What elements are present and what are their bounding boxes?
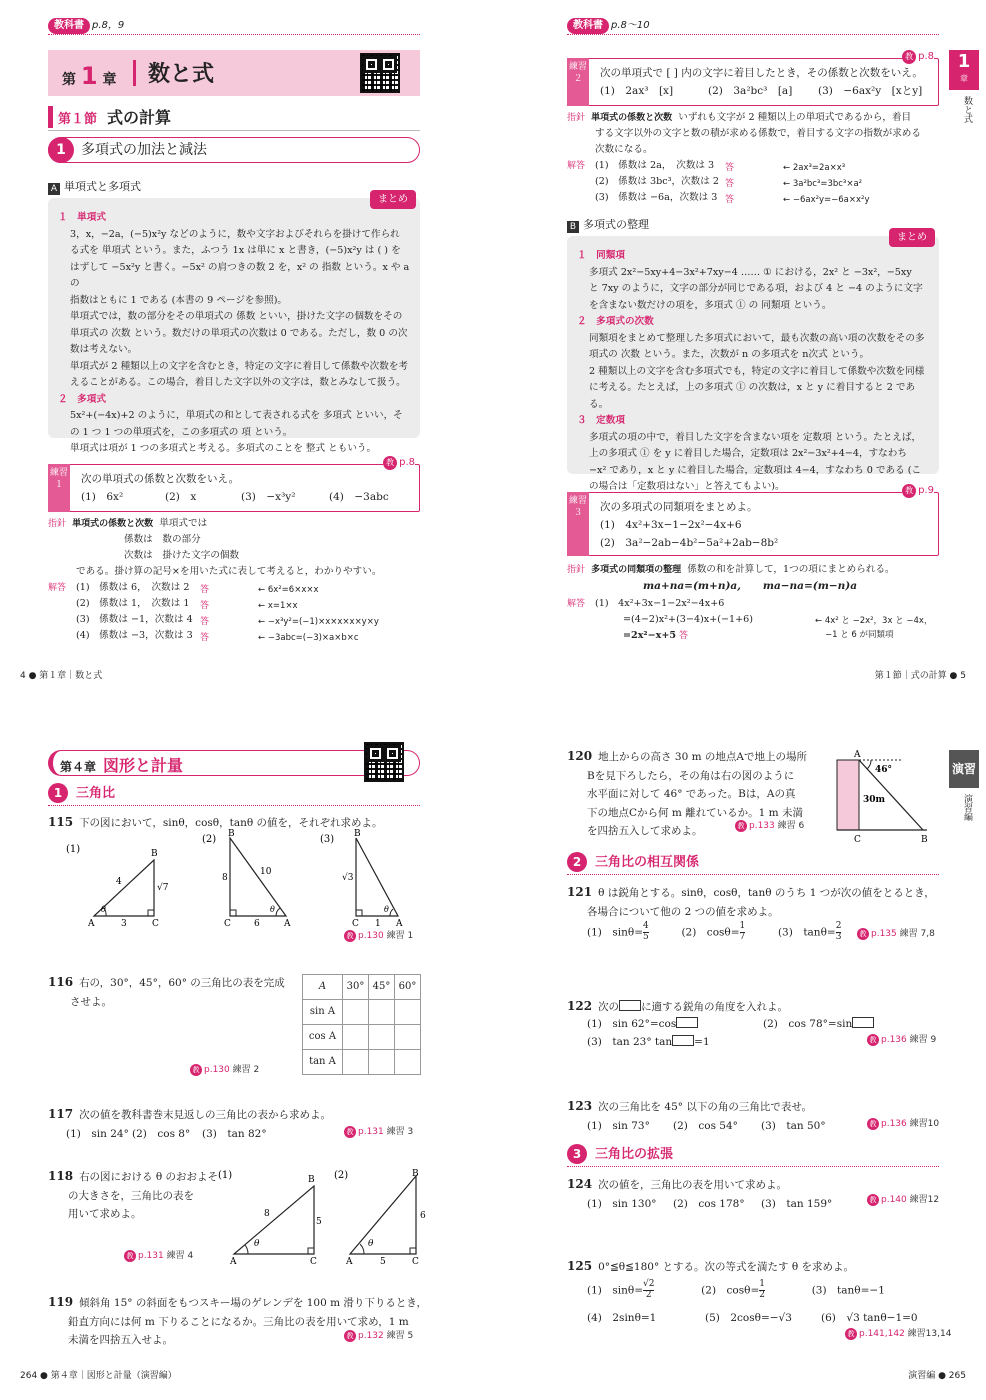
hint-block-2: 指針 多項式の同類項の整理 係数の和を計算して，1つの項にまとめられる。 [567,564,895,575]
calc-line-1: (1) 4x²+3x−1−2x²−4x+6 [595,598,725,609]
problem-119: 119 傾斜角 15° の斜面をもつスキー場のゲレンデを 100 m 滑り下りるとき， 鉛直方向には何 m 下りることになるか。三角比の表を用いて求め，1 m 未満を四捨五入せよ。 [48,1295,427,1347]
exercise-3-box [567,485,939,556]
hint-degree: 次数は 掛けた文字の個数 [124,550,240,561]
svg-text:√7: √7 [157,883,169,893]
qr-code-icon[interactable] [364,742,404,782]
chapter-separator [133,60,136,86]
problem-122-row2: (3) tan 23° tan =1 [587,1036,710,1048]
summary-box: まとめ １ 単項式 3，x，−2a，(−5)x²y などのように，数や文字およびそれらを掛けて作られ る式を 単項式 という。また，ふつう 1x は単に x と書き，(−5)x²y は ( ) を はずして −5x²y と書く。−5x² の肩つきの数 2 を，x² の 指数 という。x や a の 指数はともに 1 である (本書の 9 ページを参照)。 単項式では，数の部分をその単項式の 係数 といい，掛けた文字の個数をその 単項式の 次数 という。数だけの単項式の次数は 0 である。ただし，数 0 の次 数は考えない。 単項式が 2 種類以上の文字を含むとき，特定の文字に着目して係数や次数を考 えることがある。この場合，着目した文字以外の文字は，数とみなして扱う。 ２ 多項式 5x²+(−4x)+2 のように，単項式の和として表される式を 多項式 といい，そ の 1 つ 1 つの単項式を，この多項式の 項 という。 単項式は項が 1 つの多項式と考える。多項式のことを 整式 ともいう。 [48,198,420,438]
fig-label: (2) [202,834,217,845]
problem-115: 115 下の図において，sinθ，cosθ，tanθ の値を，それぞれ求めよ。 [48,815,383,829]
svg-text:C: C [224,919,231,929]
problem-123-ref[interactable]: 教 p.136 練習10 [867,1118,939,1132]
svg-text:√3: √3 [342,873,354,883]
practice-side-tab[interactable]: 演習 [949,750,979,788]
exercise-label: 練習 ２ [567,58,589,106]
answer-label: 解答 [567,599,586,609]
svg-text:θ: θ [384,905,389,914]
answer-notes: ← 6x²=6×x×x ← x=1×x ← −x³y²=(−1)×x×x×x×y×y ← −3abc=(−3)×a×b×c [258,585,379,643]
triangle-figure-5 [334,1168,434,1268]
svg-text:A: A [230,1257,237,1267]
summary-tag: まとめ [889,228,935,247]
heading-polynomial: B 多項式の整理 [567,216,649,233]
calc-line-2: =(4−2)x²+(3−4)x+(−1+6) [623,614,754,625]
svg-text:θ: θ [254,1239,260,1249]
triangle-figure-1 [66,838,194,929]
practice-side-text: 演習編 [961,794,972,821]
exercise-1-box [48,457,420,512]
svg-text:θ: θ [270,905,275,914]
svg-text:A: A [346,1257,353,1267]
problem-118-ref[interactable]: 教 p.131 練習 4 [124,1250,193,1264]
problem-122: 122 次の に適する鋭角の角度を入れよ。 [567,999,789,1013]
hint-text: である。掛け算の記号×を用いた式に表して考えると，わかりやすい。 [76,566,382,577]
svg-text:B: B [151,849,158,859]
problem-115-ref[interactable]: 教 p.130 練習 1 [344,930,413,944]
chapter-title: 数と式 [148,62,215,87]
chapter-banner [48,50,420,96]
triangle-figure-4 [218,1168,322,1268]
cliff-figure [823,748,933,848]
textbook-tag: 教科書 [567,18,609,34]
section-2-heading: 2 三角比の相互関係 [567,852,939,872]
problem-124: 124 次の値を，三角比の表を用いて求めよ。 (1) sin 130° (2) cos 178° (3) tan 159° [567,1177,833,1210]
answer-1: (1) 係数は 6， 次数は 2 [76,582,190,593]
summary-box: まとめ １ 同類項 多項式 2x²−5xy+4−3x²+7xy−4 …… ① における，2x² と −3x²，−5xy と 7xy のように，文字の部分が同じである項，および 4 と −4 のように文字 を含まない数だけの項を，多項式 ① の 同類項 という。 ２ 多項式の次数 同類項をまとめて整理した多項式において，最も次数の高い項の次数をその多 項式の 次数 という。また，次数が n の多項式を n次式 という。 2 種類以上の文字を含む多項式でも，特定の文字に着目して係数や次数を同様 に考える。たとえば，上の多項式 ① の次数は，x と y に着目すると 2 である。 ３ 定数項 多項式の項の中で，着目した文字を含まない項を 定数項 という。たとえば， 上の多項式 ① を y に着目した場合，定数項は 2x²−3x²+4−4，すなわち −x² であり，x と y に着目した場合，定数項は 4−4，すなわち 0 である (こ の場合は「定数項はない」と答えてもよい)。 [567,236,939,474]
svg-text:C: C [412,1257,419,1267]
svg-text:46°: 46° [875,765,893,775]
svg-text:10: 10 [260,867,272,877]
problem-125-ref[interactable]: 教 p.141,142 練習13,14 [845,1328,951,1342]
footer-page-265: 演習編 ● 265 [908,1371,966,1381]
textbook-ref-header [567,18,650,34]
hint-block: 指針 単項式の係数と次数 単項式では [48,518,208,529]
problem-125: 125 0°≦θ≦180° とする。次の等式を満たす θ を求めよ。 [567,1259,855,1273]
svg-text:B: B [354,829,361,839]
svg-text:θ: θ [368,1239,374,1249]
svg-text:8: 8 [264,1209,270,1219]
problem-125-row1: (1) sinθ= $\frac{√2}{2}$ (2) cosθ= $\frac{1}{2}$ (3) tanθ=−1 [587,1279,885,1300]
answer-3: (3) 係数は −1，次数は 4 [76,614,193,625]
answer-mark: 答 答 答 答 [200,585,210,643]
footer-page-264: 264 ● 第４章｜図形と計量（演習編） [20,1371,177,1381]
answer-4: (4) 係数は −3，次数は 3 [76,630,193,641]
answer-2: (2) 係数は 3bc³，次数は 2 [595,176,720,187]
exercise-question: 次の多項式の同類項をまとめよ。 (1) 4x²+3x−1−2x²−4x+6 (2) 3a²−2ab−4b²−5a²+2ab−8b² [600,501,779,549]
fig-label: (3) [320,834,335,845]
answer-label: 解答 [48,583,67,593]
summary-tag: まとめ [370,190,416,209]
svg-text:A: A [396,919,403,929]
svg-text:C: C [310,1257,317,1267]
svg-text:C: C [352,919,359,929]
svg-text:4: 4 [116,877,122,887]
qr-code-icon[interactable] [360,53,400,93]
section-1-heading: 1 三角比 [48,783,420,803]
svg-text:B: B [308,1175,315,1185]
fig-label: (1) [66,844,81,855]
textbook-pages: p.8，9 [92,20,125,31]
svg-text:6: 6 [420,1211,426,1221]
exercise-question: 次の単項式で [ ] 内の文字に着目したとき，その係数と次数をいえ。 (1) 2ax³ [x] (2) 3a²bc³ [a] (3) −6ax²y [xとy] [600,67,923,97]
section-rule [48,130,420,131]
svg-text:A: A [284,919,291,929]
answer-notes: ← 2ax³=2a×x³ ← 3a²bc³=3bc³×a² ← −6ax²y=−6a×x²y [783,163,870,205]
svg-text:3: 3 [121,919,127,929]
footer-page-4: 4 ● 第１章｜数と式 [20,671,103,681]
hint-block: 指針 単項式の係数と次数 いずれも文字が 2 種類以上の単項式であるから，着目 [567,112,912,123]
header-rule [48,34,420,35]
problem-121-ref[interactable]: 教 p.135 練習 7,8 [857,928,935,942]
problem-121: 121 θ は鋭角とする。sinθ，cosθ，tanθ のうち 1 つが次の値をとるとき， 各場合について他の 2 つの値を求めよ。 [567,885,935,918]
blank-box[interactable] [619,1000,641,1011]
section-title: 第１節 式の計算 [58,106,171,131]
svg-text:A: A [854,750,861,760]
problem-125-row2: (4) 2sinθ=1 (5) 2cosθ=−√3 (6) √3 tanθ−1=0 [587,1312,918,1324]
svg-text:θ: θ [101,905,106,914]
svg-text:(2): (2) [334,1170,349,1181]
blank-box[interactable] [672,1035,694,1046]
subsection-heading: 1 多項式の加法と減法 [48,137,420,163]
page-4 [0,0,493,700]
answer-3: (3) 係数は −6a，次数は 3 [595,192,718,203]
chapter-side-text: 数と式 [961,96,972,123]
chapter-number: 第 1 章 [62,62,117,90]
textbook-ref-header [48,18,124,34]
svg-text:8: 8 [222,873,228,883]
chapter-title: 第４章 図形と計量 [60,756,183,775]
page-5 [493,0,986,700]
trig-ratio-table: A 30° 45° 60° sin A cos A tan A [302,974,421,1075]
exercise-ref: 教 p.9 [902,483,934,499]
svg-text:5: 5 [316,1217,322,1227]
page-265 [493,700,986,1400]
exercise-question: 次の単項式の係数と次数をいえ。 (1) 6x² (2) x (3) −x³y² (4) −3abc [81,473,389,503]
svg-text:B: B [228,829,235,839]
svg-text:30m: 30m [863,795,886,805]
answer-1: (1) 係数は 2a， 次数は 3 [595,160,715,171]
svg-text:C: C [854,835,861,845]
blank-box[interactable] [852,1017,874,1028]
heading-monomial: A 単項式と多項式 [48,178,141,195]
svg-text:6: 6 [254,919,260,929]
chapter-side-tab[interactable]: 1 章 [949,50,979,90]
page-264 [0,700,493,1400]
problem-119-ref[interactable]: 教 p.132 練習 5 [344,1330,413,1344]
header-rule [567,34,939,35]
hint-line-3: 次数になる。 [595,144,653,155]
problem-120: 120 地上からの高さ 30 m の地点Aで地上の場所 Bを見下ろしたら，その角は右の図のように 水平面に対して 46° であった。Bは，Aの真 下の地点Cから何 m 離れているか。1 m 未満 を四捨五入して求めよ。 [567,749,807,838]
problem-122-row1: (1) sin 62°=cos [587,1016,698,1032]
hint-coef: 係数は 数の部分 [124,534,201,545]
triangle-figure-2 [202,828,306,929]
textbook-pages: p.8〜10 [611,20,650,31]
problem-116: 116 右の，30°，45°，60° の三角比の表を完成 させよ。 [48,975,285,1008]
answer-mark: 答 答 答 [725,163,735,205]
section-3-heading: 3 三角比の拡張 [567,1144,939,1164]
answer-2: (2) 係数は 1， 次数は 1 [76,598,190,609]
problem-124-ref[interactable]: 教 p.140 練習12 [867,1194,939,1208]
exercise-label: 練習 ３ [567,492,589,556]
svg-text:B: B [921,835,928,845]
footer-page-5: 第１節｜式の計算 ● 5 [874,671,966,681]
problem-117: 117 次の値を教科書巻末見返しの三角比の表から求めよ。 (1) sin 24° (2) cos 8° (3) tan 82° [48,1107,332,1140]
svg-text:B: B [412,1169,419,1179]
svg-text:1: 1 [375,919,381,929]
svg-text:(1): (1) [218,1170,233,1181]
exercise-label: 練習 １ [48,464,70,512]
problem-122-row1b: (2) cos 78°=sin [763,1016,874,1032]
svg-text:A: A [88,919,95,929]
exercise-2-box [567,51,939,106]
triangle-figure-3 [320,828,420,928]
problem-121-items: (1) sinθ= $\frac{4}{5}$ (2) cosθ= $\frac{1}{7}$ (3) tanθ= $\frac{2}{3}$ [587,921,842,942]
calc-note: ← 4x² と −2x²，3x と −4x， −1 と 6 が同類項 [815,616,933,640]
formula-line: ma+na=(m+n)a, ma−na=(m−n)a [643,580,858,592]
problem-116-ref[interactable]: 教 p.130 練習 2 [190,1064,259,1078]
svg-text:C: C [152,919,159,929]
calc-line-3: =2x²−x+5 [623,630,677,641]
blank-box[interactable] [676,1017,698,1028]
problem-117-ref[interactable]: 教 p.131 練習 3 [344,1126,413,1140]
problem-123: 123 次の三角比を 45° 以下の角の三角比で表せ。 (1) sin 73° (2) cos 54° (3) tan 50° [567,1099,826,1132]
exercise-ref: 教 p.8 [383,455,415,471]
hint-line-2: する文字以外の文字と数の積が求める係数で，着目する文字の指数が求める [595,128,921,139]
answer-mark: 答 [679,631,689,641]
svg-text:5: 5 [380,1257,386,1267]
problem-122-ref[interactable]: 教 p.136 練習 9 [867,1034,936,1048]
exercise-ref: 教 p.8 [902,49,934,65]
answer-label: 解答 [567,161,586,171]
textbook-tag: 教科書 [48,18,90,34]
problem-118: 118 右の図における θ のおおよそ の大きさを，三角比の表を 用いて求めよ。 [48,1169,219,1221]
problem-120-ref[interactable]: 教 p.133 練習 6 [735,820,804,834]
